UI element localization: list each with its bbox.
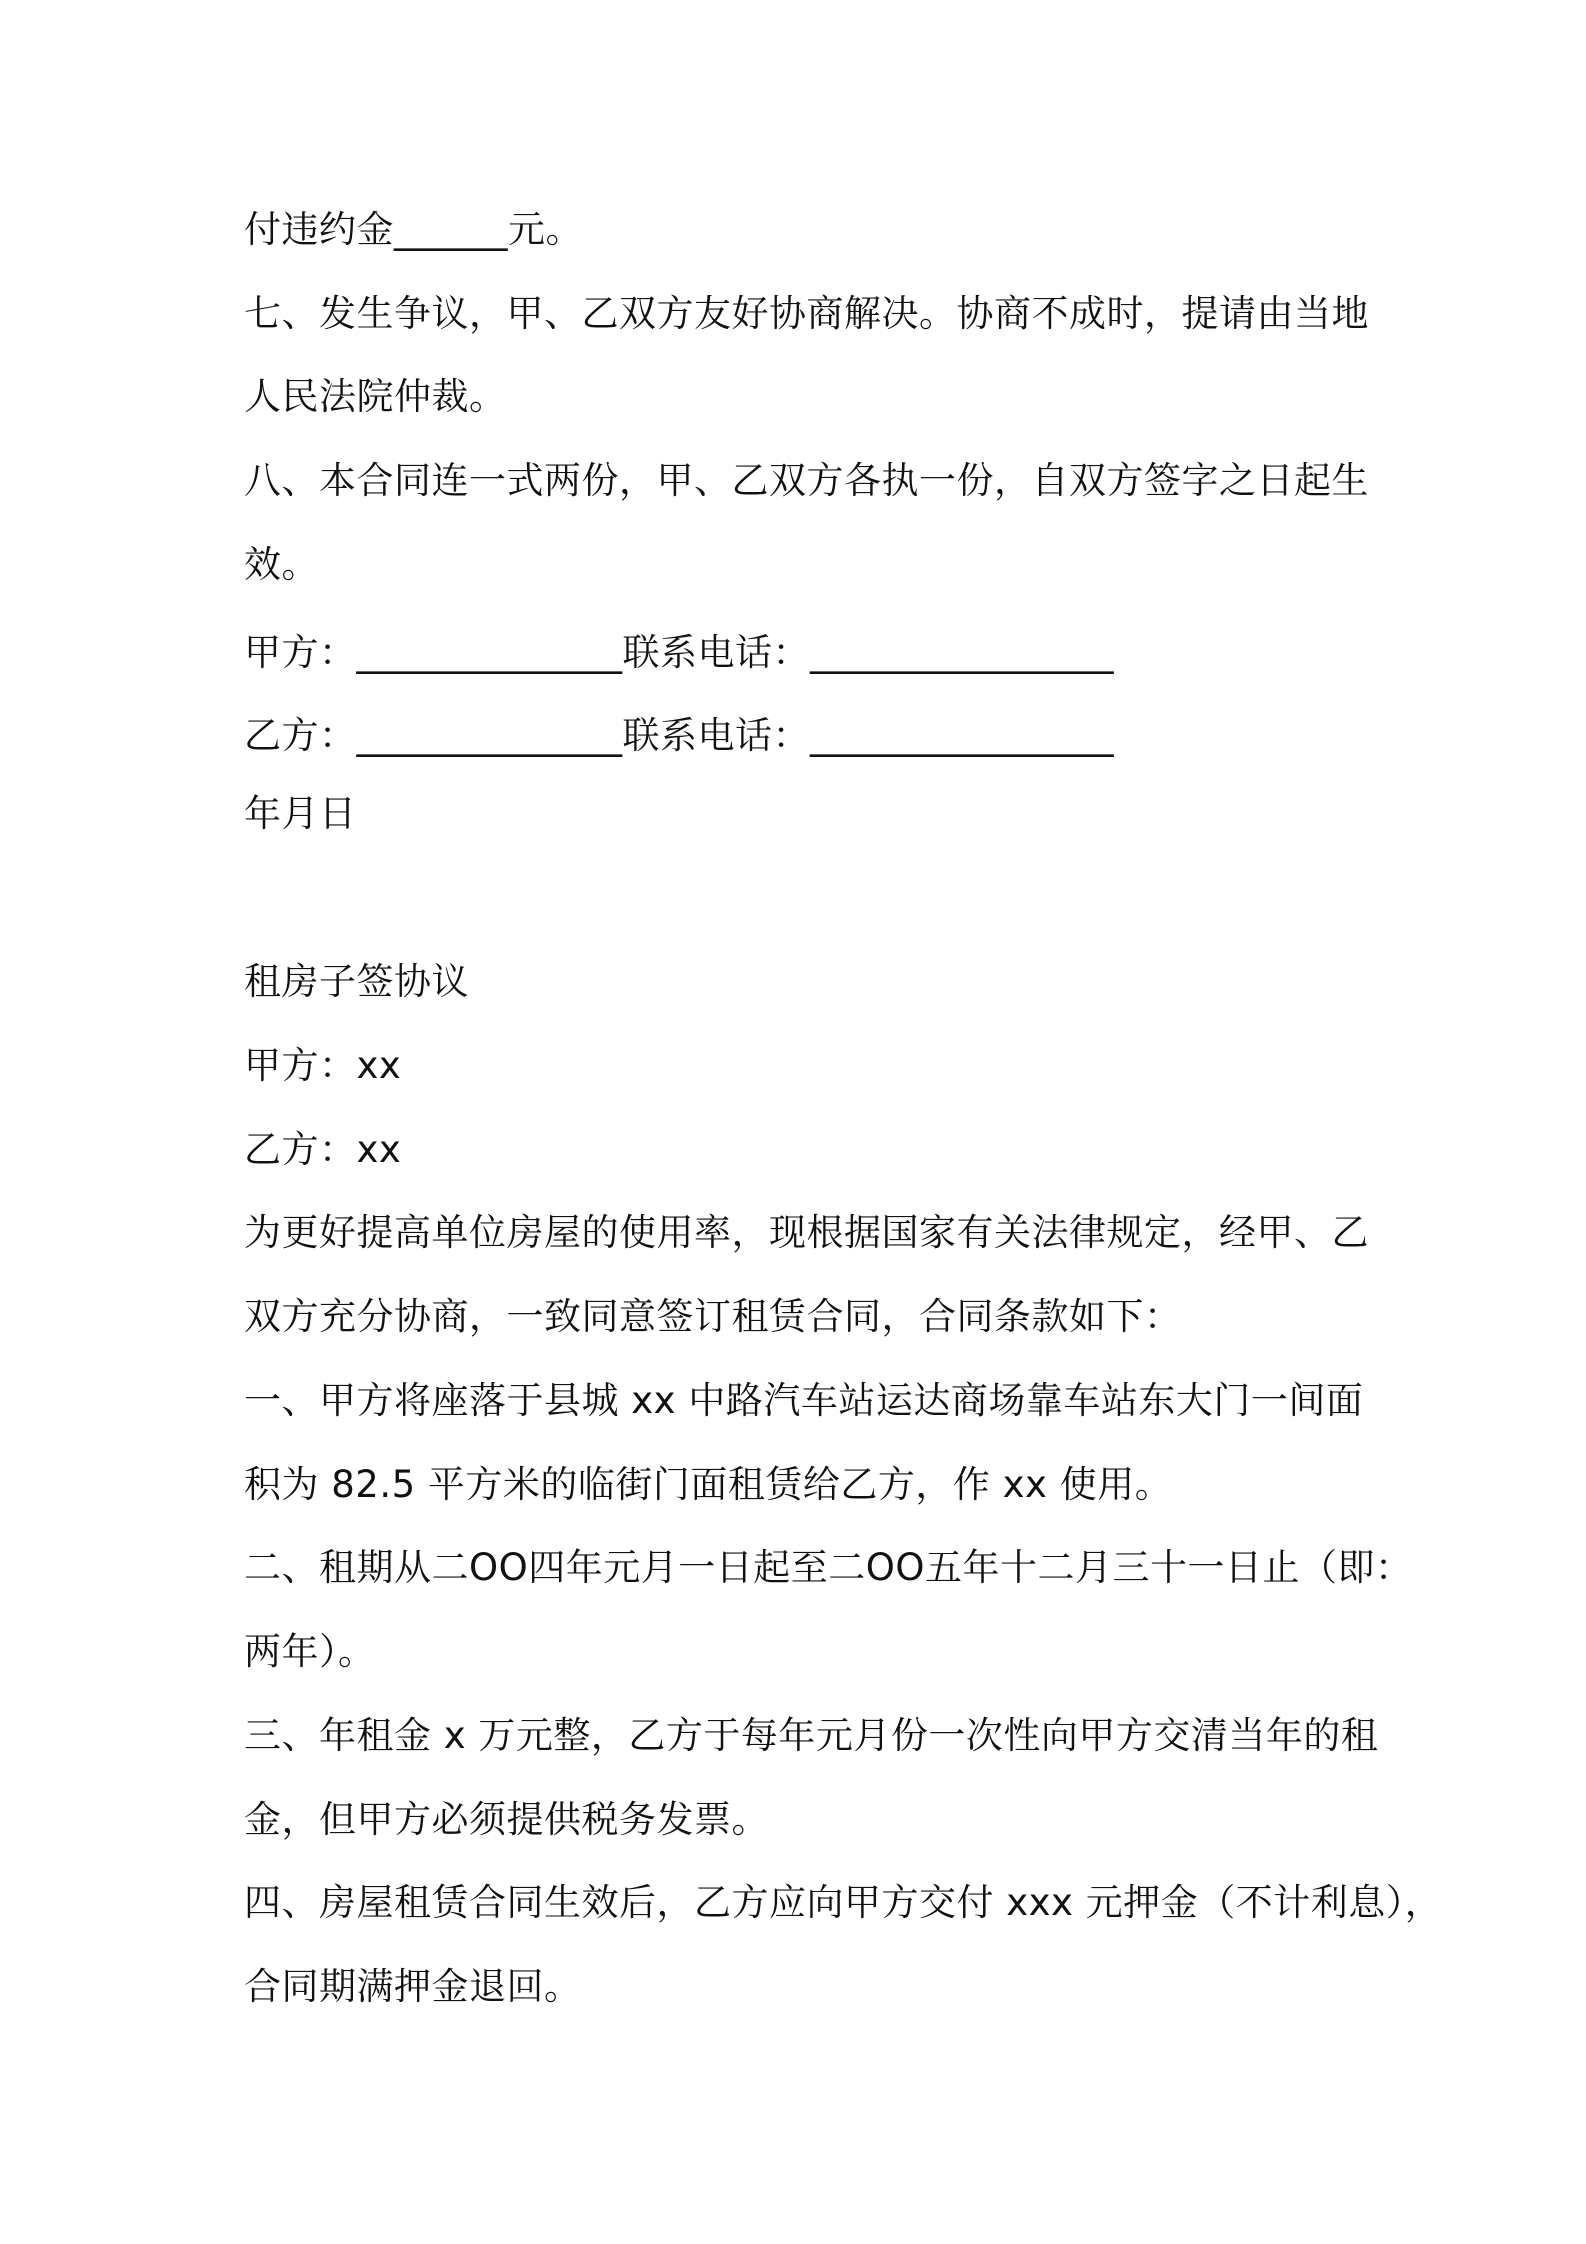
text-line-clause-7: 七、发生争议，甲、乙双方友好协商解决。协商不成时，提请由当地 [244,292,1369,335]
text-line-clause-3: 三、年租金 x 万元整，乙方于每年元月份一次性向甲方交清当年的租 [244,1714,1379,1757]
text-line-penalty: 付违约金______元。 [244,208,583,251]
signature-line-party-a: 甲方：______________联系电话：________________ [244,631,1114,674]
text-line-clause-2-cont: 两年）。 [244,1630,376,1673]
text-line-clause-3-cont: 金，但甲方必须提供税务发票。 [244,1798,769,1841]
text-line-clause-8: 八、本合同连一式两份，甲、乙双方各执一份，自双方签字之日起生 [244,459,1369,502]
party-b-line: 乙方：xx [244,1128,402,1171]
text-line-clause-1: 一、甲方将座落于县城 xx 中路汽车站运达商场靠车站东大门一间面 [244,1379,1364,1422]
party-a-line: 甲方：xx [244,1044,402,1087]
signature-line-party-b: 乙方：______________联系电话：________________ [244,714,1114,757]
text-line-preamble: 为更好提高单位房屋的使用率，现根据国家有关法律规定，经甲、乙 [244,1211,1369,1254]
text-line-clause-1-cont: 积为 82.5 平方米的临街门面租赁给乙方，作 xx 使用。 [244,1463,1173,1506]
text-line-clause-4: 四、房屋租赁合同生效后，乙方应向甲方交付 xxx 元押金（不计利息）， [244,1881,1443,1924]
text-line-clause-2: 二、租期从二OO四年元月一日起至二OO五年十二月三十一日止（即： [244,1546,1413,1589]
text-line-preamble-cont: 双方充分协商，一致同意签订租赁合同，合同条款如下： [244,1295,1182,1338]
document-title: 租房子签协议 [244,960,469,1003]
date-line: 年月日 [244,792,357,835]
text-line-clause-8-cont: 效。 [244,543,319,586]
text-line-clause-7-cont: 人民法院仲裁。 [244,375,507,418]
text-line-clause-4-cont: 合同期满押金退回。 [244,1965,582,2008]
